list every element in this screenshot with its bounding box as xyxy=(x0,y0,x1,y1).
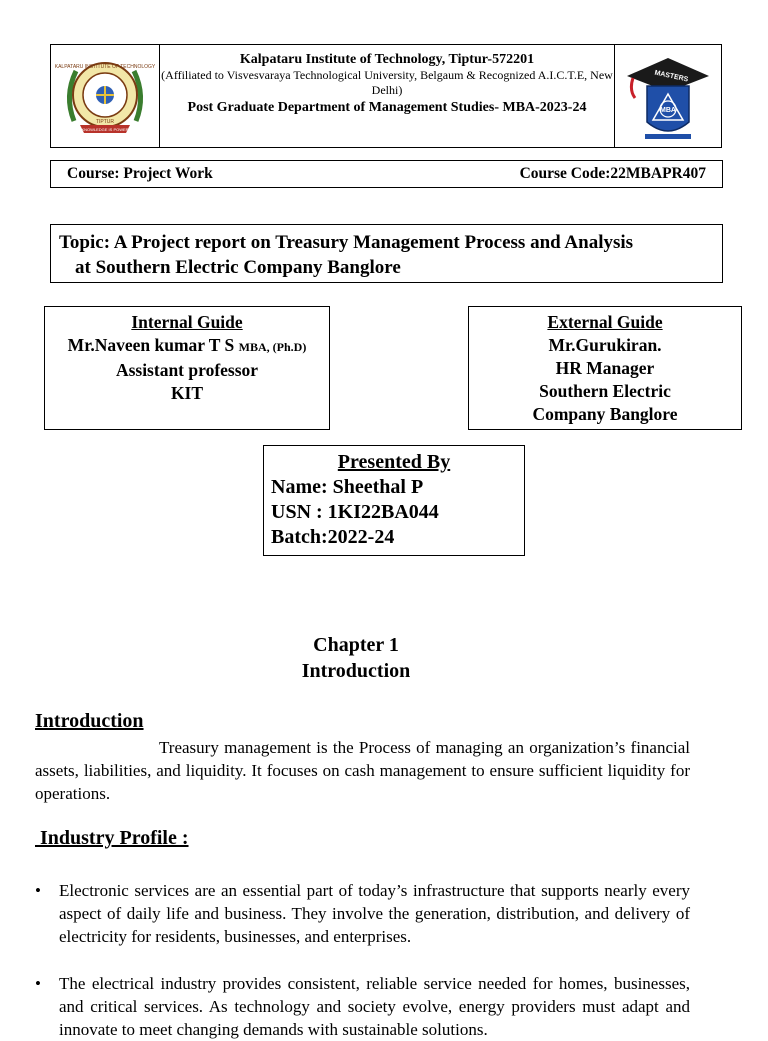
external-guide-box xyxy=(468,306,742,430)
student-usn: USN : 1KI22BA044 xyxy=(271,501,439,523)
affiliation: (Affiliated to Visvesvaraya Technological University, Belgaum & Recognized A.I.C.T.E, New Delhi) xyxy=(161,68,613,97)
header-table xyxy=(50,44,722,148)
introduction-heading: Introduction xyxy=(35,710,144,732)
list-item xyxy=(35,972,690,1041)
list-item-text: Electronic services are an essential part of today’s infrastructure that supports nearly every aspect of daily life and business. They involve the generation, distribution, and delivery of electricity for residents, businesses, and enterprises. xyxy=(59,881,690,946)
internal-guide-qualification: MBA, (Ph.D) xyxy=(238,340,307,354)
institute-info xyxy=(160,45,614,147)
college-logo-cell xyxy=(51,45,160,147)
external-guide-title: External Guide xyxy=(547,312,663,332)
seal-top-text: KALPATARU INSTITUTE OF TECHNOLOGY xyxy=(54,64,156,70)
chapter-title: Introduction xyxy=(301,660,411,682)
course-bar xyxy=(50,160,723,188)
masters-mba-logo-icon xyxy=(623,50,713,142)
student-name: Name: Sheethal P xyxy=(271,476,424,498)
bullet-icon: • xyxy=(35,881,41,900)
external-guide-org-line-1: Southern Electric xyxy=(539,381,671,401)
internal-guide-designation: Assistant professor xyxy=(115,360,259,380)
course-name: Course: Project Work xyxy=(67,165,213,182)
external-guide-name: Mr.Gurukiran. xyxy=(548,335,662,355)
external-guide-designation: HR Manager xyxy=(555,358,655,378)
industry-profile-heading: Industry Profile : xyxy=(35,827,189,849)
topic-line-2: at Southern Electric Company Banglore xyxy=(75,257,401,278)
presented-by-title: Presented By xyxy=(337,451,451,473)
department: Post Graduate Department of Management Studies- MBA-2023-24 xyxy=(187,100,587,115)
external-guide-org-line-2: Company Banglore xyxy=(532,404,678,424)
college-seal-icon xyxy=(54,51,156,141)
institute-name: Kalpataru Institute of Technology, Tiptur-572201 xyxy=(239,52,535,67)
course-code: Course Code:22MBAPR407 xyxy=(519,165,706,182)
seal-bottom-text: TIPTUR xyxy=(95,119,115,125)
mba-letters: MBA xyxy=(660,107,676,114)
list-item-text: The electrical industry provides consistent, reliable service needed for homes, businesses, and critical services. As technology and society evolve, energy providers must adapt and innovate to meet changing demands with sustainable solutions. xyxy=(59,974,690,1039)
mba-logo-cell xyxy=(614,45,721,147)
bullet-icon: • xyxy=(35,974,41,993)
seal-motto-text: KNOWLEDGE IS POWER xyxy=(81,127,129,132)
internal-guide-name: Mr.Naveen kumar T S xyxy=(67,335,235,355)
topic-line-1: Topic: A Project report on Treasury Management Process and Analysis xyxy=(59,232,634,253)
chapter-number: Chapter 1 xyxy=(313,634,399,656)
internal-guide-name-row xyxy=(45,334,329,359)
topic-box xyxy=(50,224,723,283)
internal-guide-org: KIT xyxy=(170,383,204,403)
student-batch: Batch:2022-24 xyxy=(271,526,395,548)
presented-by-box xyxy=(263,445,525,556)
internal-guide-title: Internal Guide xyxy=(131,312,243,332)
list-item xyxy=(35,879,690,948)
masters-text: MASTERS xyxy=(653,69,689,84)
internal-guide-box xyxy=(44,306,330,430)
introduction-text: Treasury management is the Process of managing an organization’s financial assets, liabilities, and liquidity. It focuses on cash management to ensure sufficient liquidity for operations. xyxy=(35,738,690,803)
